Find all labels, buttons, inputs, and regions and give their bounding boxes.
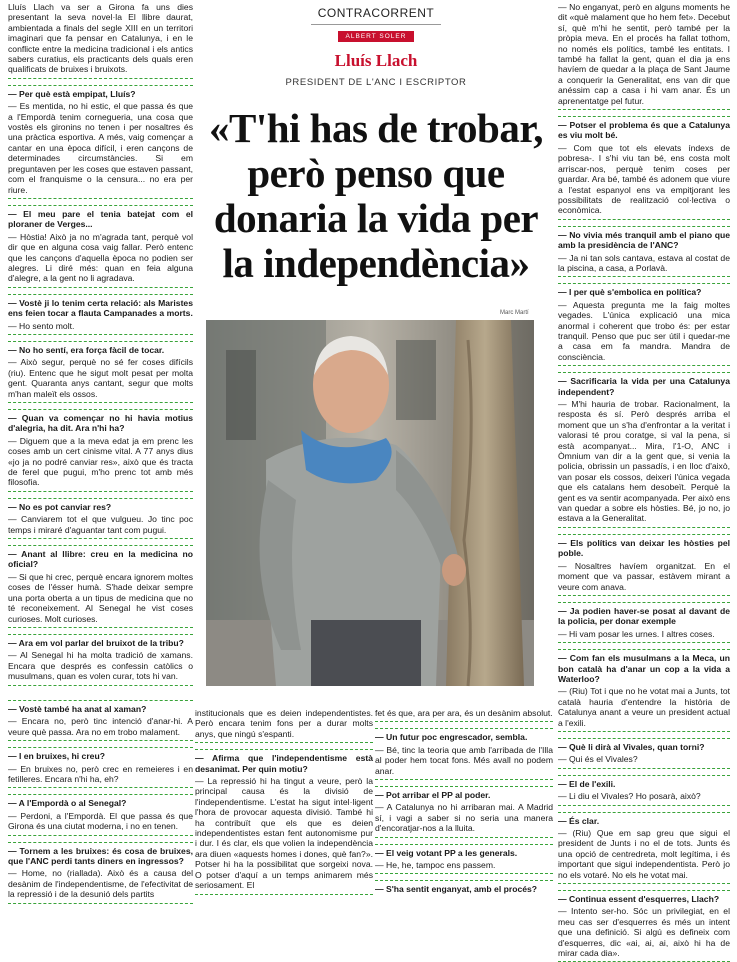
interview-question: — I en bruixes, hi creu?: [8, 747, 193, 761]
interview-answer: — He, he, tampoc ens passem.: [375, 860, 553, 874]
interviewee-name: Lluís Llach: [334, 51, 418, 70]
interview-question: — No es pot canviar res?: [8, 498, 193, 512]
interview-question: — Sacrificaria la vida per una Catalunya independent?: [558, 372, 730, 397]
interview-question: — No vivia més tranquil amb el piano que amb la presidència de l'ANC?: [558, 226, 730, 251]
interview-answer: — La repressió hi ha tingut a veure, però la principal causa és la divisió de l'independentisme. L'estat ha sigut intel·ligent l'hora de provocar aquesta divisió. També hi ha contribuït que els que es deien independentistes estan fent autonomisme pur i dur. I és clar, els que volien la independència ara diuen «aquests homes i dones, què fan?». Potser hi ha la possibilitat que sorgeixi nova. O potser d'aquí a un temps animarem més seriosament. El: [195, 776, 373, 894]
interview-question: — Continua essent d'esquerres, Llach?: [558, 890, 730, 904]
headline: «T'hi has de trobar, però penso que donaria la vida per la independència»: [208, 105, 544, 286]
article-column-right: [558, 2, 730, 959]
interview-question: — El de l'exili.: [558, 775, 730, 789]
article-column-bottom-mid-1: [195, 708, 373, 896]
portrait-illustration: [206, 320, 534, 686]
interview-answer: — Home, no (riallada). Això és a causa del desànim de l'independentisme, de l'efectivitat de la repressió i de la desunió dels partits: [8, 868, 193, 903]
article-column-bottom-mid-2: [375, 708, 553, 896]
interview-question: — Els polítics van deixar les hòsties pel poble.: [558, 534, 730, 559]
interview-question: — Anant al llibre: creu en la medicina no oficial?: [8, 545, 193, 570]
interview-question: — És clar.: [558, 812, 730, 826]
interview-answer: — Qui és el Vivales?: [558, 754, 730, 768]
interview-answer: — (Riu) Que em sap greu que sigui el president de Junts i no el de tots. Junts és una opció de centredreta, molt legítima, i és important que sigui independentista. Però jo no els votaré. No els he votat mai.: [558, 828, 730, 884]
interview-answer: — Intento ser-ho. Sóc un privilegiat, en el meu cas ser d'esquerres és més un intent que una definició. Si algú es defineix com d'esquerres, dic «ai, ai, ai, això hi ha de mirar cada dia».: [558, 906, 730, 962]
interview-answer: — Perdoni, a l'Empordà. El que passa és que Girona és una ciutat moderna, i no en tenen.: [8, 811, 193, 836]
interview-question: — Per què està empipat, Lluís?: [8, 85, 193, 99]
interview-question: — Ja podien haver-se posat al davant de la policia, per donar exemple: [558, 602, 730, 627]
interview-answer: — Canviarem tot el que vulgueu. Jo tinc poc temps i miraré d'aguantar tant com pugui.: [8, 514, 193, 539]
interview-question: — Ara em vol parlar del bruixot de la tribu?: [8, 634, 193, 648]
interview-question: — S'ha sentit enganyat, amb el procés?: [375, 880, 553, 894]
interview-question: — Un futur poc engrescador, sembla.: [375, 728, 553, 742]
interview-question: — Tornem a les bruixes: és cosa de bruixes, que l'ANC perdi tants diners en ingressos?: [8, 842, 193, 867]
article-column-bottom-left: [8, 700, 193, 900]
interview-answer: — (Riu) Tot i que no he votat mai a Junts, tot català hauria d'entendre la història de Catalunya anant a veure un president actual a l'exili.: [558, 686, 730, 732]
interview-question: — Vostè també ha anat al xaman?: [8, 700, 193, 714]
interview-question: — El meu pare el tenia batejat com el ploraner de Verges...: [8, 205, 193, 230]
interview-answer: — Això segur, perquè no sé fer coses difícils (riu). Entenc que he sigut molt pesat per molta gent. Quaranta anys cantant, segur que molts m'han maleït els ossos.: [8, 357, 193, 403]
interview-answer: — A Catalunya no hi arribaran mai. A Madrid sí, i vagi a saber si no seria una manera d'encoratjar-nos a la lluita.: [375, 802, 553, 837]
interview-question: — No ho sentí, era força fàcil de tocar.: [8, 341, 193, 355]
interview-answer: Lluís Llach va ser a Girona fa uns dies presentant la seva novel·la El llibre daurat, ambientada a finals del segle XIII en un territori imaginari que fa pensar en Catalunya, i en le conflicte entre la medicina tradicional i els antics sabers curatius, els practicants dels quals eren qualificats de bruixes i bruixots.: [8, 2, 193, 79]
interviewee-role: PRESIDENT DE L'ANC I ESCRIPTOR: [285, 77, 467, 88]
interview-answer: — Aquesta pregunta me la faig moltes vegades. L'única explicació una mica anormal i coherent que trobo és: per estar tranquil. Penso que puc ser útil i quedar-me a casa em fa mandra. Mandra de consciència.: [558, 300, 730, 366]
interview-answer: — Encara no, però tinc intenció d'anar-hi. A veure què passa. Ara no em trobo malament.: [8, 716, 193, 741]
portrait-photo: [206, 320, 534, 686]
interview-answer: fet és que, ara per ara, és un desànim absolut.: [375, 708, 553, 722]
interview-question: — Potser el problema és que a Catalunya es viu molt bé.: [558, 116, 730, 141]
interview-answer: — Li diu el Vivales? Ho posarà, això?: [558, 791, 730, 805]
interview-answer: — Nosaltres havíem organitzat. En el moment que va passar, estàvem mirant a veure com anava.: [558, 561, 730, 596]
article-header: [200, 0, 552, 320]
interview-question: — Què li dirà al Vivales, quan torni?: [558, 738, 730, 752]
interview-question: — El veig votant PP a les generals.: [375, 844, 553, 858]
interview-answer: — Si que hi crec, perquè encara ignorem moltes coses de l'ésser humà. S'hade deixar sempre una porta oberta a un tipus de medicina que no té reconeixement. Al Senegal he vist coses curioses. Molt curioses.: [8, 572, 193, 628]
interview-answer: — Hi vam posar les urnes. I altres coses.: [558, 629, 730, 643]
interview-answer: — En bruixes no, però crec en remeieres i en fetilleres. Encara n'hi ha, eh?: [8, 764, 193, 789]
interview-answer: — Al Senegal hi ha molta tradició de xamans. Encara que després es confessin catòlics o musulmans, quan es volen curar, tots hi van.: [8, 650, 193, 685]
interview-answer: — Diguem que a la meva edat ja em prenc les coses amb un cert cinisme vital. A 77 anys dius «jo ja no podré canviar res», això que és tracta de ferel que pugui, m'ho prenc tot amb més filosofia.: [8, 436, 193, 492]
interview-question: — A l'Empordà o al Senegal?: [8, 794, 193, 808]
section-title: CONTRACORRENT: [311, 6, 441, 25]
interview-answer: — Ho sento molt.: [8, 321, 193, 335]
interview-question: — Vostè ji lo tenim certa relació: als Maristes ens feien tocar a flauta Campanades a morts.: [8, 294, 193, 319]
interview-answer: — M'hi hauria de trobar. Racionalment, la resposta és sí. Però després arriba el moment que un s'ha d'enfrontar a la veritat i valorasi té prou coratge, si val la pena, si està acompanyat... Mira, l'1-O, ANC i Òmnium van dir a la gent que, si venia la policia, obrissin un passadís, i en lloc d'això, van posar els cossos, deixeri l'única vegada que els catalans hem desobeït. Perquè la gent es va sentir acompanyada. Per això ens van quedar a sobre els hòsties. Bé, jo no, jo estava a la Generalitat.: [558, 399, 730, 528]
interview-answer: — Com que tot els elevats índexs de pobresa-. I s'hi viu tan bé, ens costa molt arriscar-nos, perquè tenim coses per guardar. Ara bé, també és adonem que viure a l'estat espanyol ens va empitjorant les possibilitats de realització col·lectiva o econòmica.: [558, 143, 730, 220]
interview-answer: institucionals que es deien independentistes. Però encara tenim fons per a durar molts anys, que ningú s'espanti.: [195, 708, 373, 743]
interview-question: — Afirma que l'independentisme està desanimat. Per quin motiu?: [195, 749, 373, 774]
interview-question: — Pot arribar el PP al poder.: [375, 786, 553, 800]
interview-answer: — Es mentida, no hi estic, el que passa és que a l'Empordà tenim cornegueria, una cosa que vostès els gironins no tenen i per nosaltres és una pràctica esportiva. A més, vaig començar a cantar en una època difícil, i eren cançons de determinades circumstàncies. Si em preguntaven per les coses que estaven passant, com el franquisme o la censura... no era per riure.: [8, 101, 193, 199]
interview-question: — I per què s'embolica en política?: [558, 283, 730, 297]
interview-answer: — Ja ni tan sols cantava, estava al costat de la piscina, a casa, a Porlavà.: [558, 253, 730, 278]
photo-credit: Marc Martí: [500, 310, 529, 316]
author-byline: ALBERT SOLER: [338, 31, 415, 42]
article-column-left: [8, 2, 193, 692]
interview-question: — Com fan els musulmans a la Meca, un bon català ha d'anar un cop a la vida a Waterloo?: [558, 649, 730, 684]
interview-answer: — Hòstia! Això ja no m'agrada tant, perquè vol dir que en alguna cosa vaig fallar. Però entenc que les cançons d'aquella època no podien ser alegres. Li diré més: quan en feia alguna d'alegre, a la gent no li agradava.: [8, 232, 193, 288]
interview-question: — Quan va començar no hi havia motius d'alegria, ha dit. Ara n'hi ha?: [8, 409, 193, 434]
interview-answer: — Bé, tinc la teoria que amb l'arribada de l'Illa al poder hem tocat fons. Més avall no podem anar.: [375, 745, 553, 780]
interview-answer: — No enganyat, però en alguns moments he dit «què malament que ho hem fet». Decebut sí, què m'hi he sentit, però també per la pròpia meva. En el procés ha fallat tothom, no només els polítics, també les entitats. I també ha fallat la gent, quan el dia ja ens havíem de quedar a la plaça de Sant Jaume a conquerir la Generalitat, ens van dir que anéssim cap a casa i hi vam anar. És un aprenentatge pel futur.: [558, 2, 730, 110]
